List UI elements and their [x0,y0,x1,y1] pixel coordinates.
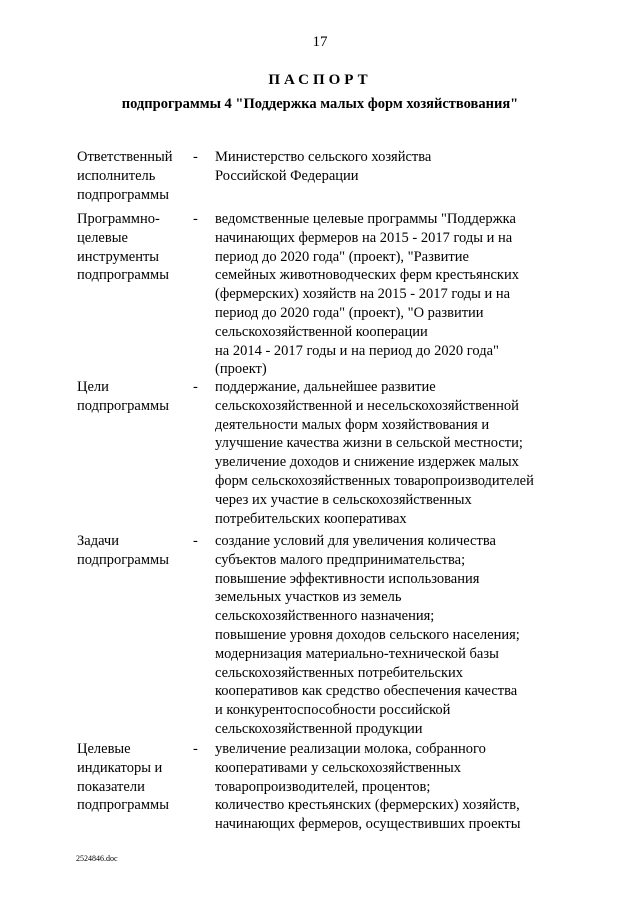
content-line: поддержание, дальнейшее развитие [215,379,436,395]
content-line: повышение эффективности использования [215,570,480,587]
label-line: инструменты [77,248,160,265]
row-content [215,740,545,840]
content-line: (фермерских) хозяйств на 2015 - 2017 годы и на [215,286,511,303]
content-line: сельскохозяйственной продукции [215,720,423,737]
passport-row-goals [0,378,640,532]
content-line: модернизация материально-технической базы [215,645,499,662]
content-line: период до 2020 года" (проект), "О развитии [215,304,484,321]
row-label [77,532,189,570]
label-line: Целевые [77,741,131,757]
file-name: 2524846.doc [76,854,118,863]
content-line: начинающих фермеров, осуществивших проекты [215,816,521,833]
content-line: период до 2020 года" (проект), "Развитие [215,248,469,265]
content-line: семейных животноводческих ферм крестьянских [215,267,519,284]
row-label [77,148,189,204]
row-content [215,210,545,378]
content-line: сельскохозяйственных потребительских [215,664,464,681]
content-line: ведомственные целевые программы "Поддержка [215,211,516,227]
row-separator: - [193,533,198,549]
content-line: потребительских кооперативах [215,510,407,527]
content-line: форм сельскохозяйственных товаропроизводителей [215,472,534,489]
passport-row-responsible [0,148,640,210]
content-line: Российской Федерации [215,167,359,184]
content-line: субъектов малого предпринимательства; [215,551,466,568]
label-line: исполнитель [77,167,156,184]
content-line: и конкурентоспособности российской [215,702,451,719]
content-line: Министерство сельского хозяйства [215,149,432,165]
label-line: Программно- [77,211,160,227]
row-separator: - [193,211,198,227]
content-line: увеличение доходов и снижение издержек малых [215,454,519,471]
content-line: земельных участков из земель [215,589,402,606]
document-title: ПАСПОРТ [268,72,372,88]
label-line: подпрограммы [77,397,169,414]
label-line: подпрограммы [77,186,169,203]
content-line: сельскохозяйственной и несельскохозяйственной [215,397,519,414]
row-label [77,210,189,285]
row-separator: - [193,741,198,757]
content-line: кооперативами у сельскохозяйственных [215,759,462,776]
content-line: улучшение качества жизни в сельской местности; [215,435,523,452]
passport-row-indicators [0,740,640,840]
content-line: деятельности малых форм хозяйствования и [215,416,490,433]
content-line: через их участие в сельскохозяйственных [215,491,472,508]
content-line: кооперативов как средство обеспечения качества [215,683,518,700]
row-label [77,378,189,416]
content-line: сельскохозяйственной кооперации [215,323,428,340]
label-line: подпрограммы [77,267,169,284]
document-subtitle: подпрограммы 4 "Поддержка малых форм хозяйствования" [121,96,519,112]
label-line: подпрограммы [77,551,169,568]
label-line: целевые [77,229,128,246]
row-separator: - [193,379,198,395]
content-line: сельскохозяйственного назначения; [215,608,435,625]
label-line: индикаторы и [77,759,163,776]
label-line: Ответственный [77,149,173,165]
content-line: увеличение реализации молока, собранного [215,741,486,757]
passport-table [0,148,640,840]
row-separator: - [193,149,198,165]
passport-row-instruments [0,210,640,378]
content-line: (проект) [215,361,267,378]
label-line: Задачи [77,533,119,549]
label-line: показатели [77,778,145,795]
label-line: Цели [77,379,109,395]
page-number: 17 [312,34,328,50]
passport-row-tasks [0,532,640,740]
row-content [215,378,545,532]
content-line: на 2014 - 2017 годы и на период до 2020 года" [215,342,499,359]
row-label [77,740,189,815]
content-line: товаропроизводителей, процентов; [215,778,431,795]
row-content [215,532,545,740]
content-line: начинающих фермеров на 2015 - 2017 годы и на [215,229,513,246]
content-line: создание условий для увеличения количества [215,533,496,549]
label-line: подпрограммы [77,797,169,814]
row-content [215,148,545,210]
content-line: количество крестьянских (фермерских) хозяйств, [215,797,520,814]
content-line: повышение уровня доходов сельского населения; [215,626,520,643]
